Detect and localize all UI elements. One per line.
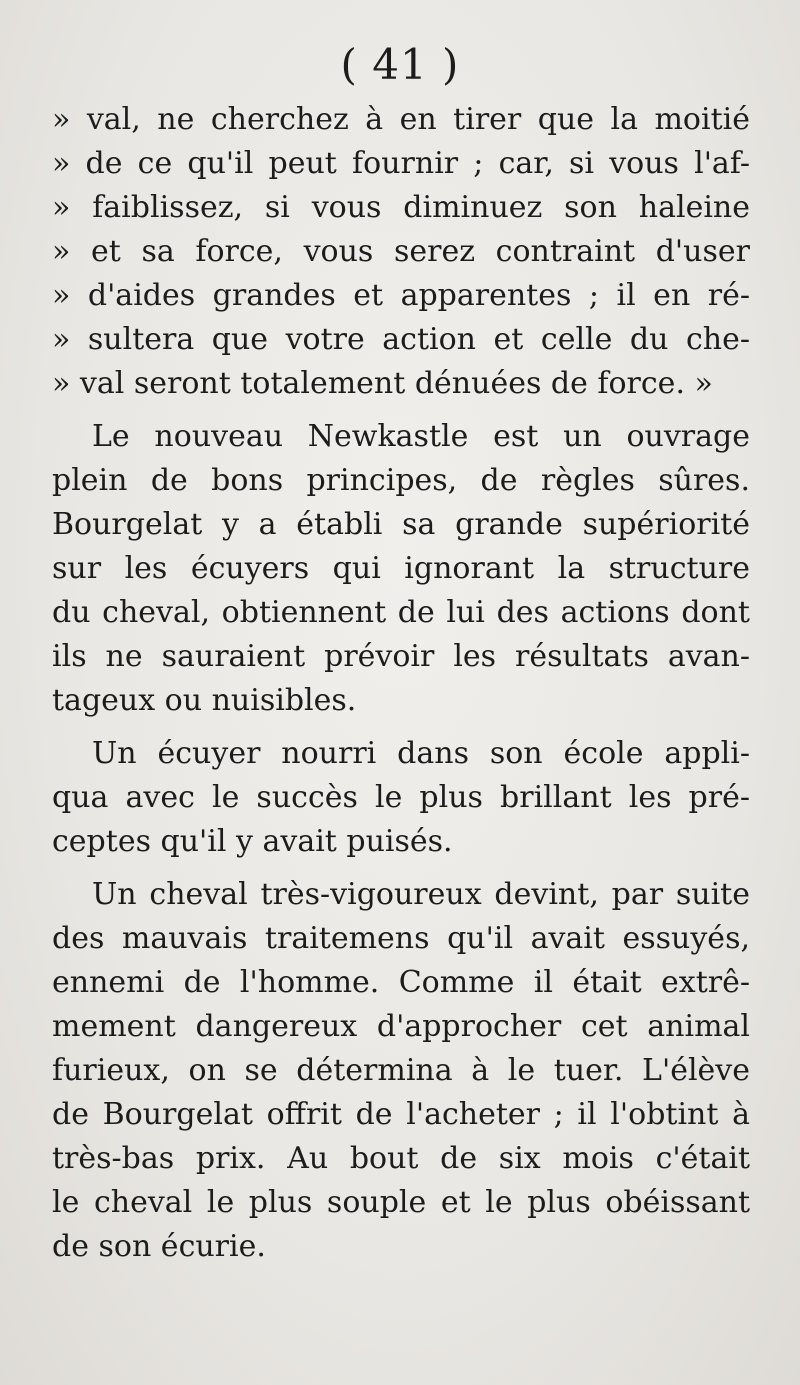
paragraph-cheval [52, 873, 750, 1269]
text-line: » d'aides grandes et apparentes ; il en ré- [52, 278, 750, 313]
text-line: furieux, on se détermina à le tuer. L'élève [52, 1053, 750, 1088]
text-line: de Bourgelat offrit de l'acheter ; il l'obtint à [52, 1097, 750, 1132]
text-line: le cheval le plus souple et le plus obéissant [52, 1185, 750, 1220]
text-line: Bourgelat y a établi sa grande supériorité [52, 507, 750, 542]
text-line: sur les écuyers qui ignorant la structure [52, 551, 750, 586]
text-line: tageux ou nuisibles. [52, 683, 357, 718]
text-line: Un cheval très-vigoureux devint, par suite [92, 877, 750, 912]
page-number: ( 41 ) [340, 40, 460, 89]
text-line: Le nouveau Newkastle est un ouvrage [92, 419, 750, 454]
text-line: plein de bons principes, de règles sûres. [52, 463, 750, 498]
text-line: Un écuyer nourri dans son école appli- [92, 736, 750, 771]
text-line: ennemi de l'homme. Comme il était extrê- [52, 965, 750, 1000]
text-line: » val, ne cherchez à en tirer que la moitié [52, 102, 750, 137]
page-text [52, 98, 750, 1269]
text-line: » val seront totalement dénuées de force. » [52, 366, 713, 401]
text-line: du cheval, obtiennent de lui des actions dont [52, 595, 750, 630]
text-line: de son écurie. [52, 1229, 266, 1264]
text-line: » faiblissez, si vous diminuez son haleine [52, 190, 750, 225]
text-line: très-bas prix. Au bout de six mois c'était [52, 1141, 750, 1176]
text-line: » et sa force, vous serez contraint d'user [52, 234, 750, 269]
text-line: des mauvais traitemens qu'il avait essuyés, [52, 921, 750, 956]
text-line: ceptes qu'il y avait puisés. [52, 824, 453, 859]
text-line: » sultera que votre action et celle du che- [52, 322, 750, 357]
text-line: ils ne sauraient prévoir les résultats avan- [52, 639, 750, 674]
text-line: mement dangereux d'approcher cet animal [52, 1009, 750, 1044]
paragraph-ecuyer [52, 732, 750, 864]
text-line: qua avec le succès le plus brillant les pré- [52, 780, 750, 815]
text-line: » de ce qu'il peut fournir ; car, si vous l'af- [52, 146, 750, 181]
quotation-block [52, 98, 750, 406]
paragraph-newkastle [52, 415, 750, 723]
